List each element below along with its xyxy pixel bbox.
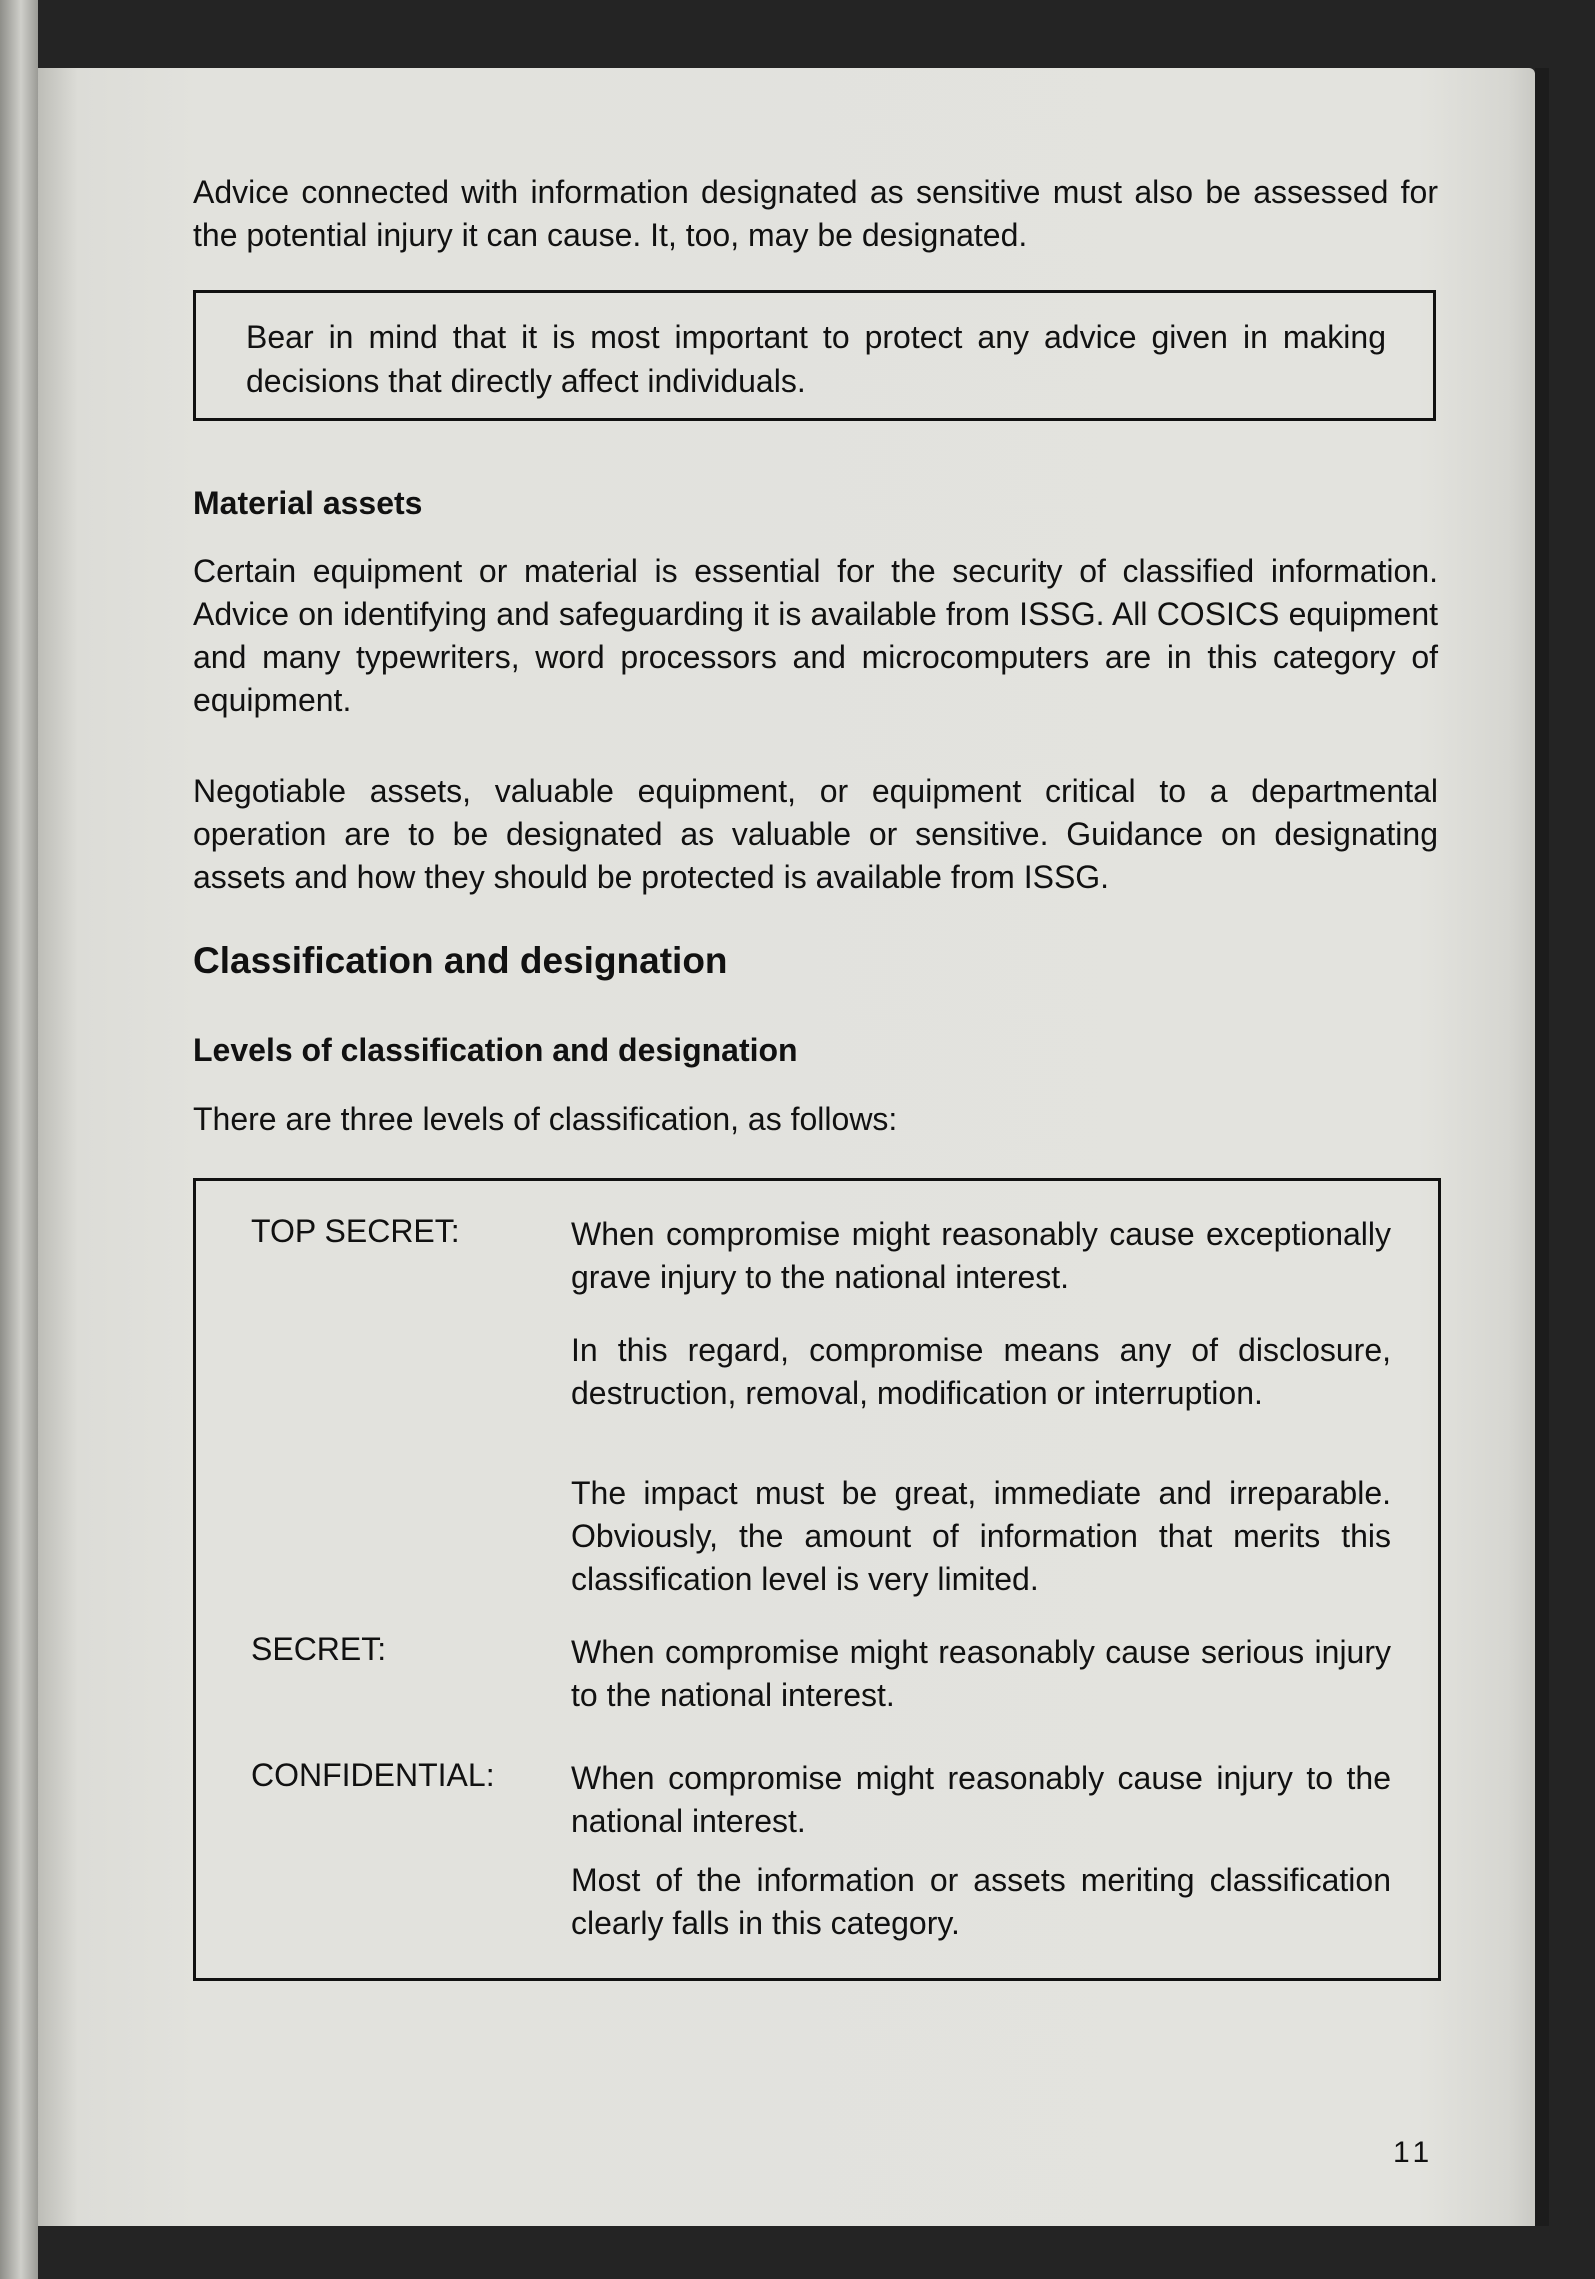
material-assets-heading: Material assets <box>193 485 423 521</box>
confidential-description-2: Most of the information or assets meriting classification clearly falls in this category. <box>571 1862 1391 1941</box>
top-secret-description-1: When compromise might reasonably cause exceptionally grave injury to the national interest. <box>571 1216 1391 1295</box>
level-label-top-secret: TOP SECRET: <box>251 1213 460 1249</box>
confidential-description-1: When compromise might reasonably cause injury to the national interest. <box>571 1760 1391 1839</box>
classification-heading: Classification and designation <box>193 940 728 981</box>
book-spine-edge <box>0 0 38 2279</box>
level-label-secret: SECRET: <box>251 1631 387 1667</box>
page-number: 11 <box>1393 2136 1435 2169</box>
top-secret-description-3: The impact must be great, immediate and irreparable. Obviously, the amount of information that merits this classification level is very limited. <box>571 1475 1391 1597</box>
levels-subheading: Levels of classification and designation <box>193 1032 798 1068</box>
material-assets-paragraph-1: Certain equipment or material is essential for the security of classified information. Advice on identifying and safeguarding it is available from ISSG. All COSICS equipment and many typewriters, word processors and microcomputers are in this category of equipment. <box>193 553 1438 718</box>
top-secret-description-2: In this regard, compromise means any of disclosure, destruction, removal, modification or interruption. <box>571 1332 1391 1411</box>
advice-paragraph: Advice connected with information designated as sensitive must also be assessed for the potential injury it can cause. It, too, may be designated. <box>193 174 1438 253</box>
note-text: Bear in mind that it is most important to protect any advice given in making decisions that directly affect individuals. <box>246 319 1386 399</box>
material-assets-paragraph-2: Negotiable assets, valuable equipment, or equipment critical to a departmental operation are to be designated as valuable or sensitive. Guidance on designating assets and how they should be protected is available from ISSG. <box>193 773 1438 895</box>
classification-levels-box <box>193 1178 1441 1981</box>
book-page <box>38 68 1535 2226</box>
levels-intro: There are three levels of classification, as follows: <box>193 1101 898 1137</box>
level-label-confidential: CONFIDENTIAL: <box>251 1757 495 1793</box>
secret-description-1: When compromise might reasonably cause serious injury to the national interest. <box>571 1634 1391 1713</box>
page-edge-shadow <box>1535 68 1549 2226</box>
note-box <box>193 290 1436 421</box>
